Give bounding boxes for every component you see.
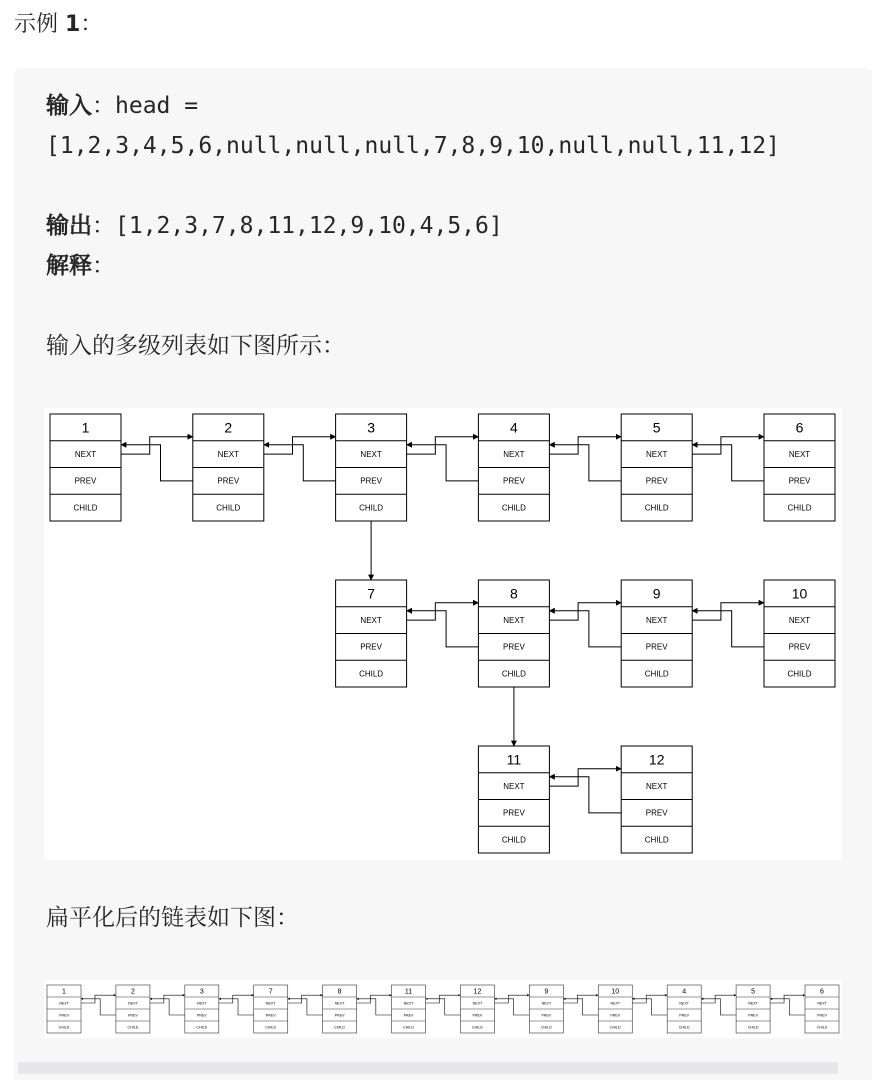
node-prev-label: PREV (503, 642, 525, 652)
output-value: [1,2,3,7,8,11,12,9,10,4,5,6] (115, 213, 503, 239)
flat-node-next-label: NEXT (472, 1001, 483, 1006)
node-child-label: CHILD (359, 669, 384, 679)
next-pointer (264, 437, 336, 454)
flat-node-prev-label: PREV (541, 1013, 552, 1018)
node-next-label: NEXT (646, 781, 668, 791)
flat-node-prev-label: PREV (59, 1013, 69, 1018)
node-prev-label: PREV (788, 642, 811, 652)
node-prev-label: PREV (74, 476, 97, 486)
node-value-7: 7 (367, 585, 375, 602)
flat-node-child-label: CHILD (265, 1025, 277, 1030)
flat-node-prev-label: PREV (748, 1013, 758, 1018)
node-next-label: NEXT (646, 449, 668, 459)
flat-node-value-11: 11 (404, 988, 413, 996)
node-child-label: CHILD (501, 669, 526, 679)
node-next-label: NEXT (503, 449, 525, 459)
flat-node-value-6: 6 (820, 988, 824, 996)
input-array: [1,2,3,4,5,6,null,null,null,7,8,9,10,null,null,11,12] (46, 133, 780, 159)
caption-flat: 扁平化后的链表如下图： (46, 905, 299, 931)
node-value-9: 9 (652, 585, 661, 602)
node-value-5: 5 (652, 419, 661, 436)
prev-pointer (494, 999, 529, 1015)
flat-node-value-4: 4 (682, 988, 687, 996)
flat-node-next-label: NEXT (610, 1001, 621, 1006)
node-value-3: 3 (367, 419, 375, 436)
flat-node-prev-label: PREV (128, 1013, 138, 1018)
prev-pointer (549, 445, 621, 481)
node-value-10: 10 (791, 585, 808, 602)
next-pointer (549, 603, 621, 620)
flat-node-prev-label: PREV (817, 1013, 827, 1018)
flat-node-next-label: NEXT (128, 1001, 138, 1006)
next-pointer (121, 437, 193, 454)
prev-pointer (701, 999, 736, 1015)
flat-node-next-label: NEXT (817, 1001, 827, 1006)
flat-node-next-label: NEXT (265, 1001, 276, 1006)
multilevel-list-svg (44, 408, 842, 860)
horizontal-scrollbar[interactable] (18, 1062, 838, 1074)
flat-node-next-label: NEXT (59, 1001, 69, 1006)
flat-node-value-9: 9 (544, 988, 549, 996)
flat-node-prev-label: PREV (610, 1013, 621, 1018)
node-next-label: NEXT (503, 781, 525, 791)
next-pointer (407, 437, 479, 454)
next-pointer (407, 603, 479, 620)
flat-node-prev-label: PREV (265, 1013, 276, 1018)
node-child-label: CHILD (787, 669, 812, 679)
explanation-label: 解释 (46, 253, 92, 279)
node-next-label: NEXT (788, 615, 811, 625)
node-next-label: NEXT (360, 449, 382, 459)
flattened-list-diagram (44, 980, 842, 1038)
node-value-6: 6 (795, 419, 804, 436)
prev-pointer (549, 777, 621, 813)
flat-node-child-label: CHILD (127, 1025, 139, 1030)
node-child-label: CHILD (359, 503, 384, 513)
node-prev-label: PREV (645, 642, 668, 652)
prev-pointer (407, 445, 479, 481)
node-child-label: CHILD (644, 669, 669, 679)
prev-pointer (219, 999, 254, 1015)
input-label: 输入 (46, 93, 92, 119)
flat-node-next-label: NEXT (334, 1001, 345, 1006)
flat-node-child-label: CHILD (472, 1025, 483, 1030)
node-child-label: CHILD (501, 503, 526, 513)
prev-pointer (407, 611, 479, 647)
node-value-2: 2 (224, 419, 233, 436)
node-prev-label: PREV (788, 476, 811, 486)
flat-node-child-label: CHILD (58, 1025, 70, 1030)
node-prev-label: PREV (217, 476, 240, 486)
node-child-label: CHILD (787, 503, 812, 513)
node-child-label: CHILD (501, 835, 526, 845)
next-pointer (549, 437, 621, 454)
next-pointer (549, 769, 621, 786)
prev-pointer (426, 999, 461, 1015)
input-head: head = (115, 93, 199, 119)
flat-node-value-5: 5 (751, 988, 756, 996)
node-prev-label: PREV (645, 808, 668, 818)
prev-pointer (563, 999, 598, 1015)
prev-pointer (288, 999, 323, 1015)
node-next-label: NEXT (788, 449, 811, 459)
node-value-4: 4 (510, 419, 518, 436)
flattened-list-svg (44, 980, 842, 1038)
prev-pointer (692, 611, 764, 647)
caption-input: 输入的多级列表如下图所示： (46, 333, 345, 359)
node-value-11: 11 (506, 751, 522, 768)
flat-node-child-label: CHILD (540, 1025, 552, 1030)
node-next-label: NEXT (503, 615, 525, 625)
flat-node-next-label: NEXT (197, 1001, 207, 1006)
node-next-label: NEXT (74, 449, 97, 459)
node-child-label: CHILD (644, 503, 669, 513)
node-child-label: CHILD (73, 503, 98, 513)
prev-pointer (692, 445, 764, 481)
flat-node-value-10: 10 (611, 988, 620, 996)
output-label: 输出 (46, 213, 92, 239)
node-prev-label: PREV (360, 476, 382, 486)
flat-node-prev-label: PREV (334, 1013, 345, 1018)
prev-pointer (357, 999, 392, 1015)
input-line: 输入：head = (46, 93, 199, 119)
flat-node-prev-label: PREV (472, 1013, 483, 1018)
flat-node-next-label: NEXT (679, 1001, 689, 1006)
prev-pointer (264, 445, 336, 481)
node-child-label: CHILD (644, 835, 669, 845)
flat-node-next-label: NEXT (403, 1001, 414, 1006)
node-next-label: NEXT (217, 449, 239, 459)
node-value-1: 1 (81, 419, 90, 436)
next-pointer (692, 437, 764, 454)
flat-node-value-3: 3 (199, 988, 204, 996)
flat-node-value-1: 1 (62, 988, 66, 996)
flat-node-value-8: 8 (337, 988, 342, 996)
node-value-8: 8 (510, 585, 518, 602)
multilevel-list-diagram (44, 408, 842, 860)
node-next-label: NEXT (360, 615, 382, 625)
node-prev-label: PREV (503, 808, 525, 818)
flat-node-child-label: CHILD (678, 1025, 690, 1030)
output-line: 输出：[1,2,3,7,8,11,12,9,10,4,5,6] (46, 213, 503, 239)
prev-pointer (150, 999, 185, 1015)
prev-pointer (770, 999, 805, 1015)
flat-node-next-label: NEXT (541, 1001, 552, 1006)
prev-pointer (121, 445, 193, 481)
prev-pointer (632, 999, 667, 1015)
prev-pointer (549, 611, 621, 647)
node-next-label: NEXT (646, 615, 668, 625)
flat-node-child-label: CHILD (196, 1025, 208, 1030)
flat-node-prev-label: PREV (679, 1013, 690, 1018)
node-prev-label: PREV (503, 476, 525, 486)
flat-node-child-label: CHILD (816, 1025, 828, 1030)
flat-node-child-label: CHILD (609, 1025, 621, 1030)
flat-node-prev-label: PREV (403, 1013, 414, 1018)
flat-node-child-label: CHILD (747, 1025, 759, 1030)
example-title: 示例 1： (14, 12, 103, 37)
node-value-12: 12 (648, 751, 665, 768)
node-child-label: CHILD (216, 503, 241, 513)
flat-node-next-label: NEXT (748, 1001, 758, 1006)
node-prev-label: PREV (360, 642, 382, 652)
prev-pointer (81, 999, 116, 1015)
flat-node-value-2: 2 (130, 988, 135, 996)
next-pointer (692, 603, 764, 620)
flat-node-child-label: CHILD (403, 1025, 414, 1030)
flat-node-prev-label: PREV (196, 1013, 207, 1018)
node-prev-label: PREV (645, 476, 668, 486)
flat-node-value-7: 7 (268, 988, 273, 996)
explanation-line: 解释： (46, 253, 115, 279)
flat-node-child-label: CHILD (334, 1025, 346, 1030)
flat-node-value-12: 12 (473, 988, 482, 996)
